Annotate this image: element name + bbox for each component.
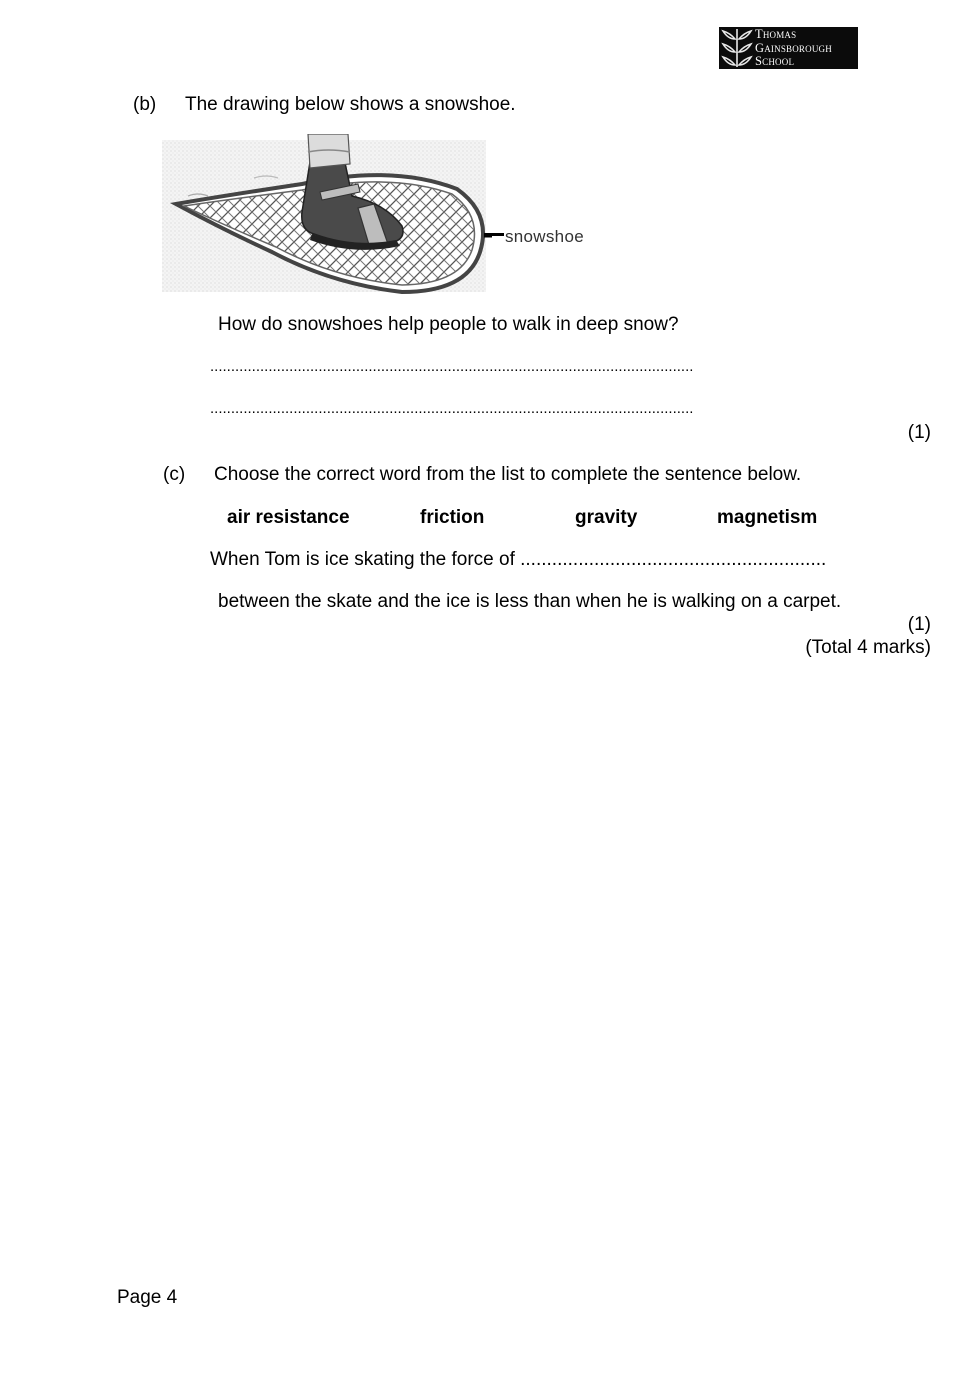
part-c-label: (c)	[163, 464, 186, 485]
school-name-line-2: Gainsborough	[755, 40, 832, 55]
school-name-line-3: School	[755, 54, 795, 68]
label-leader-line	[484, 233, 504, 236]
snowshoe-drawing	[162, 134, 492, 296]
snowshoe-illustration	[162, 134, 492, 296]
part-b-label: (b)	[133, 94, 157, 115]
part-c-instruction: Choose the correct word from the list to complete the sentence below.	[214, 464, 802, 485]
sentence-start[interactable]: When Tom is ice skating the force of ..........................................................	[210, 549, 827, 570]
word-option-magnetism: magnetism	[717, 507, 818, 528]
school-logo	[719, 27, 858, 69]
word-option-gravity: gravity	[575, 507, 638, 528]
part-b-question: How do snowshoes help people to walk in deep snow?	[218, 314, 679, 335]
page-number: Page 4	[117, 1287, 178, 1308]
answer-line-2[interactable]: ....................................................................................................................	[210, 400, 694, 417]
word-option-friction: friction	[420, 507, 485, 528]
answer-line-1[interactable]: ....................................................................................................................	[210, 358, 694, 375]
part-b-marks: (1)	[907, 422, 931, 443]
school-name-line-1: Thomas	[755, 27, 797, 41]
part-c-marks: (1)	[907, 614, 931, 635]
part-b-intro: The drawing below shows a snowshoe.	[185, 94, 516, 115]
sentence-end: between the skate and the ice is less than when he is walking on a carpet.	[218, 591, 842, 612]
snowshoe-label: snowshoe	[505, 227, 584, 246]
school-name	[755, 28, 832, 69]
total-marks: (Total 4 marks)	[805, 637, 931, 658]
word-option-air-resistance: air resistance	[227, 507, 350, 528]
leaf-emblem-icon	[720, 27, 754, 69]
